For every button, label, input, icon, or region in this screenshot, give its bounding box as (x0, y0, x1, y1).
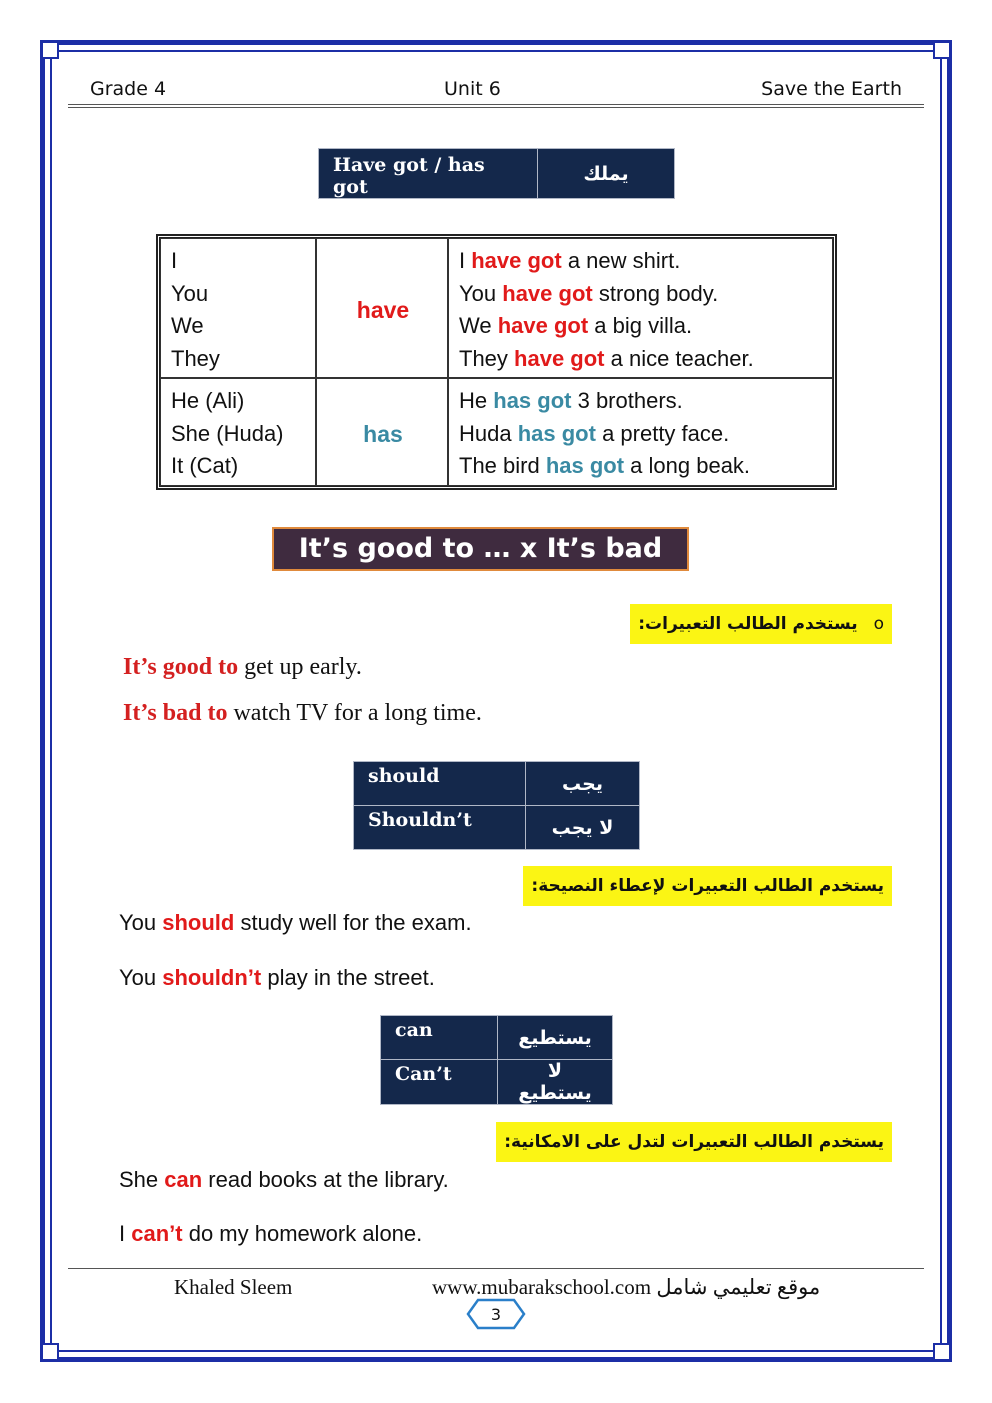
corner-ornament (933, 41, 951, 59)
note-highlight-1 (630, 604, 892, 644)
table-cell-english: can (381, 1016, 498, 1060)
subject: We (171, 313, 204, 338)
subject: He (Ali) (171, 388, 245, 413)
table-cell-english: should (354, 762, 526, 806)
example-sentence: They have got a nice teacher. (459, 345, 754, 371)
header-topic: Save the Earth (761, 78, 902, 100)
shouldnt-sentence: You shouldn’t play in the street. (119, 965, 435, 990)
verb-have: have (316, 238, 448, 378)
bullet-icon: o (873, 614, 884, 634)
note-text: يستخدم الطالب التعبيرات: (638, 614, 858, 634)
example-sentence: The bird has got a long beak. (459, 453, 751, 478)
subject: I (171, 248, 178, 273)
table-cell-english: Shouldn’t (354, 806, 526, 850)
title-english: Have got / has got (319, 149, 538, 199)
page-number: 3 (490, 1305, 502, 1324)
table-cell-arabic: لا يجب (526, 806, 640, 850)
table-cell-arabic: يجب (526, 762, 640, 806)
footer-divider (68, 1268, 924, 1269)
title-arabic: يملك (538, 149, 675, 199)
note-highlight-2: يستخدم الطالب التعبيرات لإعطاء النصيحة: (523, 866, 892, 906)
cant-sentence: I can’t do my homework alone. (119, 1221, 423, 1246)
subject: She (Huda) (171, 420, 284, 446)
subject: They (171, 345, 220, 371)
header-unit: Unit 6 (444, 78, 501, 100)
example-sentence: You have got strong body. (459, 280, 719, 306)
can-sentence: She can read books at the library. (119, 1167, 449, 1192)
should-sentence: You should study well for the exam. (119, 910, 472, 935)
have-has-got-table (157, 235, 836, 489)
should-table (353, 761, 640, 850)
bad-sentence: It’s bad to watch TV for a long time. (123, 700, 482, 726)
header-grade: Grade 4 (90, 78, 167, 100)
footer-site: www.mubarakschool.com موقع تعليمي شامل (432, 1275, 821, 1299)
example-sentence: We have got a big villa. (459, 313, 693, 338)
example-sentence: Huda has got a pretty face. (459, 420, 730, 446)
subjects-cell (160, 238, 316, 378)
table-row (160, 238, 833, 378)
corner-ornament (933, 1343, 951, 1361)
table-row (160, 378, 833, 486)
have-got-title-table (318, 148, 675, 199)
table-cell-english: Can’t (381, 1060, 498, 1105)
corner-ornament (41, 1343, 59, 1361)
table-cell-arabic: يستطيع (498, 1016, 613, 1060)
note-highlight-3: يستخدم الطالب التعبيرات لتدل على الامكانية: (496, 1122, 892, 1162)
examples-cell (448, 378, 833, 486)
subject: You (171, 280, 209, 306)
header-divider (68, 104, 924, 108)
subjects-cell (160, 378, 316, 486)
corner-ornament (41, 41, 59, 59)
verb-has: has (316, 378, 448, 486)
subject: It (Cat) (171, 453, 239, 478)
table-cell-arabic: لا يستطيع (498, 1060, 613, 1105)
page-number-badge (466, 1298, 526, 1330)
good-bad-banner: It’s good to … x It’s bad to… (272, 527, 689, 571)
example-sentence: He has got 3 brothers. (459, 388, 683, 413)
example-sentence: I have got a new shirt. (459, 248, 681, 273)
good-sentence: It’s good to get up early. (123, 654, 362, 680)
examples-cell (448, 238, 833, 378)
can-table (380, 1015, 613, 1105)
footer-author: Khaled Sleem (174, 1275, 293, 1299)
